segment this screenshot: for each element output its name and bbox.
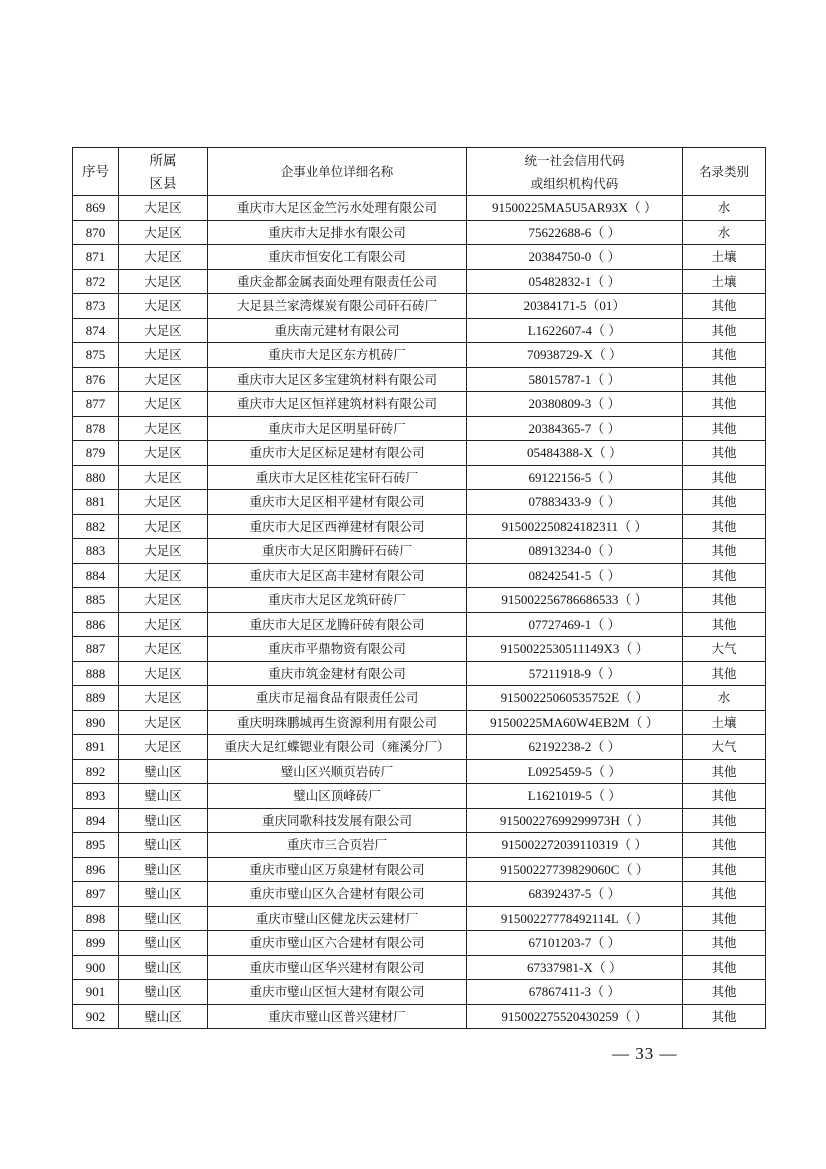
cell-code: 05484388-X（ ）	[467, 441, 683, 466]
table-row	[73, 980, 766, 1005]
cell-name: 璧山区顶峰砖厂	[208, 784, 467, 809]
cell-seq: 878	[73, 416, 119, 441]
cell-district: 大足区	[119, 465, 208, 490]
cell-seq: 892	[73, 759, 119, 784]
cell-district: 大足区	[119, 539, 208, 564]
cell-district: 璧山区	[119, 980, 208, 1005]
cell-seq: 883	[73, 539, 119, 564]
cell-seq: 874	[73, 318, 119, 343]
cell-seq: 893	[73, 784, 119, 809]
cell-name: 重庆市大足区龙筑矸砖厂	[208, 588, 467, 613]
cell-code: 62192238-2（ ）	[467, 735, 683, 760]
cell-category: 其他	[683, 343, 766, 368]
cell-code: 91500227739829060C（ ）	[467, 857, 683, 882]
cell-category: 其他	[683, 906, 766, 931]
cell-code: 08913234-0（ ）	[467, 539, 683, 564]
cell-seq: 887	[73, 637, 119, 662]
table-row	[73, 637, 766, 662]
cell-district: 大足区	[119, 735, 208, 760]
cell-category: 其他	[683, 784, 766, 809]
table-row	[73, 539, 766, 564]
header-code: 统一社会信用代码或组织机构代码	[467, 148, 683, 196]
cell-name: 重庆市大足排水有限公司	[208, 220, 467, 245]
cell-seq: 884	[73, 563, 119, 588]
cell-code: 915002275520430259（ ）	[467, 1004, 683, 1029]
cell-name: 重庆市大足区标足建材有限公司	[208, 441, 467, 466]
table-row	[73, 563, 766, 588]
cell-code: L0925459-5（ ）	[467, 759, 683, 784]
cell-seq: 869	[73, 196, 119, 221]
cell-seq: 870	[73, 220, 119, 245]
cell-district: 大足区	[119, 612, 208, 637]
cell-seq: 902	[73, 1004, 119, 1029]
cell-code: 70938729-X（ ）	[467, 343, 683, 368]
header-district: 所属区县	[119, 148, 208, 196]
cell-name: 重庆市恒安化工有限公司	[208, 245, 467, 270]
cell-category: 其他	[683, 833, 766, 858]
cell-seq: 886	[73, 612, 119, 637]
cell-seq: 891	[73, 735, 119, 760]
cell-code: 915002272039110319（ ）	[467, 833, 683, 858]
cell-code: 67867411-3（ ）	[467, 980, 683, 1005]
table-row	[73, 1004, 766, 1029]
table-row	[73, 882, 766, 907]
table-row	[73, 808, 766, 833]
cell-code: 915002256786686533（ ）	[467, 588, 683, 613]
cell-category: 其他	[683, 514, 766, 539]
cell-category: 其他	[683, 490, 766, 515]
cell-district: 大足区	[119, 392, 208, 417]
cell-category: 其他	[683, 539, 766, 564]
cell-code: 91500227778492114L（ ）	[467, 906, 683, 931]
cell-district: 璧山区	[119, 882, 208, 907]
cell-district: 璧山区	[119, 857, 208, 882]
cell-seq: 880	[73, 465, 119, 490]
cell-name: 重庆市大足区高丰建材有限公司	[208, 563, 467, 588]
cell-district: 大足区	[119, 588, 208, 613]
cell-name: 重庆市璧山区久合建材有限公司	[208, 882, 467, 907]
cell-code: L1621019-5（ ）	[467, 784, 683, 809]
cell-seq: 876	[73, 367, 119, 392]
table-row	[73, 343, 766, 368]
cell-district: 大足区	[119, 245, 208, 270]
cell-category: 其他	[683, 955, 766, 980]
table-row	[73, 392, 766, 417]
cell-district: 大足区	[119, 563, 208, 588]
cell-category: 水	[683, 196, 766, 221]
cell-code: 20384750-0（ ）	[467, 245, 683, 270]
cell-district: 大足区	[119, 196, 208, 221]
header-seq: 序号	[73, 148, 119, 196]
table-row	[73, 367, 766, 392]
cell-code: 9150022530511149X3（ ）	[467, 637, 683, 662]
cell-seq: 877	[73, 392, 119, 417]
cell-district: 璧山区	[119, 759, 208, 784]
cell-category: 其他	[683, 931, 766, 956]
cell-district: 大足区	[119, 416, 208, 441]
cell-name: 璧山区兴顺页岩砖厂	[208, 759, 467, 784]
cell-category: 其他	[683, 318, 766, 343]
cell-code: 91500225MA5U5AR93X（ ）	[467, 196, 683, 221]
cell-district: 大足区	[119, 661, 208, 686]
cell-district: 大足区	[119, 220, 208, 245]
cell-name: 重庆市大足区东方机砖厂	[208, 343, 467, 368]
cell-name: 重庆市平鼎物资有限公司	[208, 637, 467, 662]
table-row	[73, 269, 766, 294]
table-row	[73, 490, 766, 515]
cell-seq: 872	[73, 269, 119, 294]
table-row	[73, 612, 766, 637]
cell-name: 重庆金都金属表面处理有限责任公司	[208, 269, 467, 294]
cell-district: 大足区	[119, 318, 208, 343]
cell-code: 57211918-9（ ）	[467, 661, 683, 686]
cell-name: 重庆大足红蝶锶业有限公司（雍溪分厂）	[208, 735, 467, 760]
cell-name: 重庆市璧山区恒大建材有限公司	[208, 980, 467, 1005]
cell-name: 重庆市大足区桂花宝矸石砖厂	[208, 465, 467, 490]
cell-seq: 894	[73, 808, 119, 833]
table-row	[73, 465, 766, 490]
cell-name: 重庆同歌科技发展有限公司	[208, 808, 467, 833]
table-row	[73, 661, 766, 686]
table-row	[73, 196, 766, 221]
cell-name: 重庆市大足区相平建材有限公司	[208, 490, 467, 515]
cell-district: 大足区	[119, 710, 208, 735]
cell-district: 璧山区	[119, 833, 208, 858]
cell-district: 大足区	[119, 294, 208, 319]
cell-seq: 879	[73, 441, 119, 466]
cell-seq: 890	[73, 710, 119, 735]
table-header-row	[73, 148, 766, 196]
cell-district: 大足区	[119, 269, 208, 294]
cell-seq: 896	[73, 857, 119, 882]
cell-district: 大足区	[119, 514, 208, 539]
cell-name: 重庆市璧山区万泉建材有限公司	[208, 857, 467, 882]
cell-name: 重庆市大足区龙腾矸砖有限公司	[208, 612, 467, 637]
cell-category: 其他	[683, 294, 766, 319]
header-name: 企事业单位详细名称	[208, 148, 467, 196]
cell-district: 璧山区	[119, 906, 208, 931]
cell-code: 20380809-3（ ）	[467, 392, 683, 417]
cell-district: 大足区	[119, 441, 208, 466]
cell-seq: 899	[73, 931, 119, 956]
table-row	[73, 220, 766, 245]
cell-seq: 900	[73, 955, 119, 980]
header-category: 名录类别	[683, 148, 766, 196]
page-number: — 33 —	[612, 1044, 678, 1063]
cell-code: 91500225060535752E（ ）	[467, 686, 683, 711]
cell-district: 大足区	[119, 686, 208, 711]
table-row	[73, 294, 766, 319]
cell-category: 其他	[683, 759, 766, 784]
cell-district: 璧山区	[119, 808, 208, 833]
cell-name: 重庆市大足区多宝建筑材料有限公司	[208, 367, 467, 392]
cell-category: 其他	[683, 588, 766, 613]
table-row	[73, 318, 766, 343]
cell-seq: 897	[73, 882, 119, 907]
cell-district: 璧山区	[119, 784, 208, 809]
cell-code: 91500225MA60W4EB2M（ ）	[467, 710, 683, 735]
cell-name: 大足县兰家湾煤炭有限公司矸石砖厂	[208, 294, 467, 319]
cell-district: 璧山区	[119, 931, 208, 956]
cell-code: 08242541-5（ ）	[467, 563, 683, 588]
cell-name: 重庆市璧山区健龙庆云建材厂	[208, 906, 467, 931]
cell-code: 67101203-7（ ）	[467, 931, 683, 956]
cell-code: 68392437-5（ ）	[467, 882, 683, 907]
cell-name: 重庆市璧山区六合建材有限公司	[208, 931, 467, 956]
table-row	[73, 906, 766, 931]
cell-district: 大足区	[119, 637, 208, 662]
cell-seq: 895	[73, 833, 119, 858]
cell-code: L1622607-4（ ）	[467, 318, 683, 343]
cell-code: 915002250824182311（ ）	[467, 514, 683, 539]
cell-code: 58015787-1（ ）	[467, 367, 683, 392]
table-row	[73, 441, 766, 466]
cell-seq: 889	[73, 686, 119, 711]
cell-seq: 871	[73, 245, 119, 270]
cell-category: 土壤	[683, 269, 766, 294]
cell-category: 其他	[683, 441, 766, 466]
cell-name: 重庆市大足区西禅建材有限公司	[208, 514, 467, 539]
table-row	[73, 857, 766, 882]
cell-code: 07727469-1（ ）	[467, 612, 683, 637]
cell-district: 大足区	[119, 343, 208, 368]
cell-category: 水	[683, 686, 766, 711]
cell-seq: 898	[73, 906, 119, 931]
cell-name: 重庆市大足区阳腾矸石砖厂	[208, 539, 467, 564]
table-row	[73, 588, 766, 613]
cell-name: 重庆市大足区金竺污水处理有限公司	[208, 196, 467, 221]
table-row	[73, 931, 766, 956]
cell-category: 其他	[683, 563, 766, 588]
cell-category: 其他	[683, 882, 766, 907]
cell-category: 其他	[683, 980, 766, 1005]
cell-seq: 885	[73, 588, 119, 613]
cell-name: 重庆市璧山区普兴建材厂	[208, 1004, 467, 1029]
cell-category: 其他	[683, 465, 766, 490]
cell-code: 07883433-9（ ）	[467, 490, 683, 515]
cell-name: 重庆市璧山区华兴建材有限公司	[208, 955, 467, 980]
table-row	[73, 514, 766, 539]
cell-seq: 881	[73, 490, 119, 515]
cell-name: 重庆市三合页岩厂	[208, 833, 467, 858]
cell-code: 67337981-X（ ）	[467, 955, 683, 980]
cell-category: 其他	[683, 808, 766, 833]
table-row	[73, 784, 766, 809]
cell-code: 75622688-6（ ）	[467, 220, 683, 245]
cell-name: 重庆市大足区明星矸砖厂	[208, 416, 467, 441]
table-row	[73, 416, 766, 441]
cell-category: 大气	[683, 735, 766, 760]
cell-name: 重庆市足福食品有限责任公司	[208, 686, 467, 711]
table-row	[73, 735, 766, 760]
cell-code: 69122156-5（ ）	[467, 465, 683, 490]
cell-code: 05482832-1（ ）	[467, 269, 683, 294]
cell-code: 91500227699299973H（ ）	[467, 808, 683, 833]
cell-category: 其他	[683, 367, 766, 392]
cell-category: 其他	[683, 392, 766, 417]
table-row	[73, 955, 766, 980]
cell-category: 其他	[683, 612, 766, 637]
table-row	[73, 833, 766, 858]
cell-district: 大足区	[119, 367, 208, 392]
cell-seq: 873	[73, 294, 119, 319]
enterprise-list-table	[72, 147, 766, 1029]
table-row	[73, 245, 766, 270]
table-row	[73, 686, 766, 711]
cell-district: 璧山区	[119, 955, 208, 980]
cell-seq: 875	[73, 343, 119, 368]
cell-category: 其他	[683, 857, 766, 882]
cell-seq: 882	[73, 514, 119, 539]
cell-code: 20384365-7（ ）	[467, 416, 683, 441]
cell-category: 水	[683, 220, 766, 245]
cell-seq: 901	[73, 980, 119, 1005]
table-row	[73, 759, 766, 784]
cell-category: 其他	[683, 661, 766, 686]
cell-district: 璧山区	[119, 1004, 208, 1029]
cell-category: 土壤	[683, 710, 766, 735]
cell-name: 重庆市筑金建材有限公司	[208, 661, 467, 686]
cell-seq: 888	[73, 661, 119, 686]
cell-district: 大足区	[119, 490, 208, 515]
cell-name: 重庆市大足区恒祥建筑材料有限公司	[208, 392, 467, 417]
cell-category: 大气	[683, 637, 766, 662]
cell-code: 20384171-5（01）	[467, 294, 683, 319]
cell-category: 其他	[683, 416, 766, 441]
table-row	[73, 710, 766, 735]
cell-category: 其他	[683, 1004, 766, 1029]
cell-name: 重庆明珠鹏城再生资源利用有限公司	[208, 710, 467, 735]
cell-name: 重庆南元建材有限公司	[208, 318, 467, 343]
cell-category: 土壤	[683, 245, 766, 270]
